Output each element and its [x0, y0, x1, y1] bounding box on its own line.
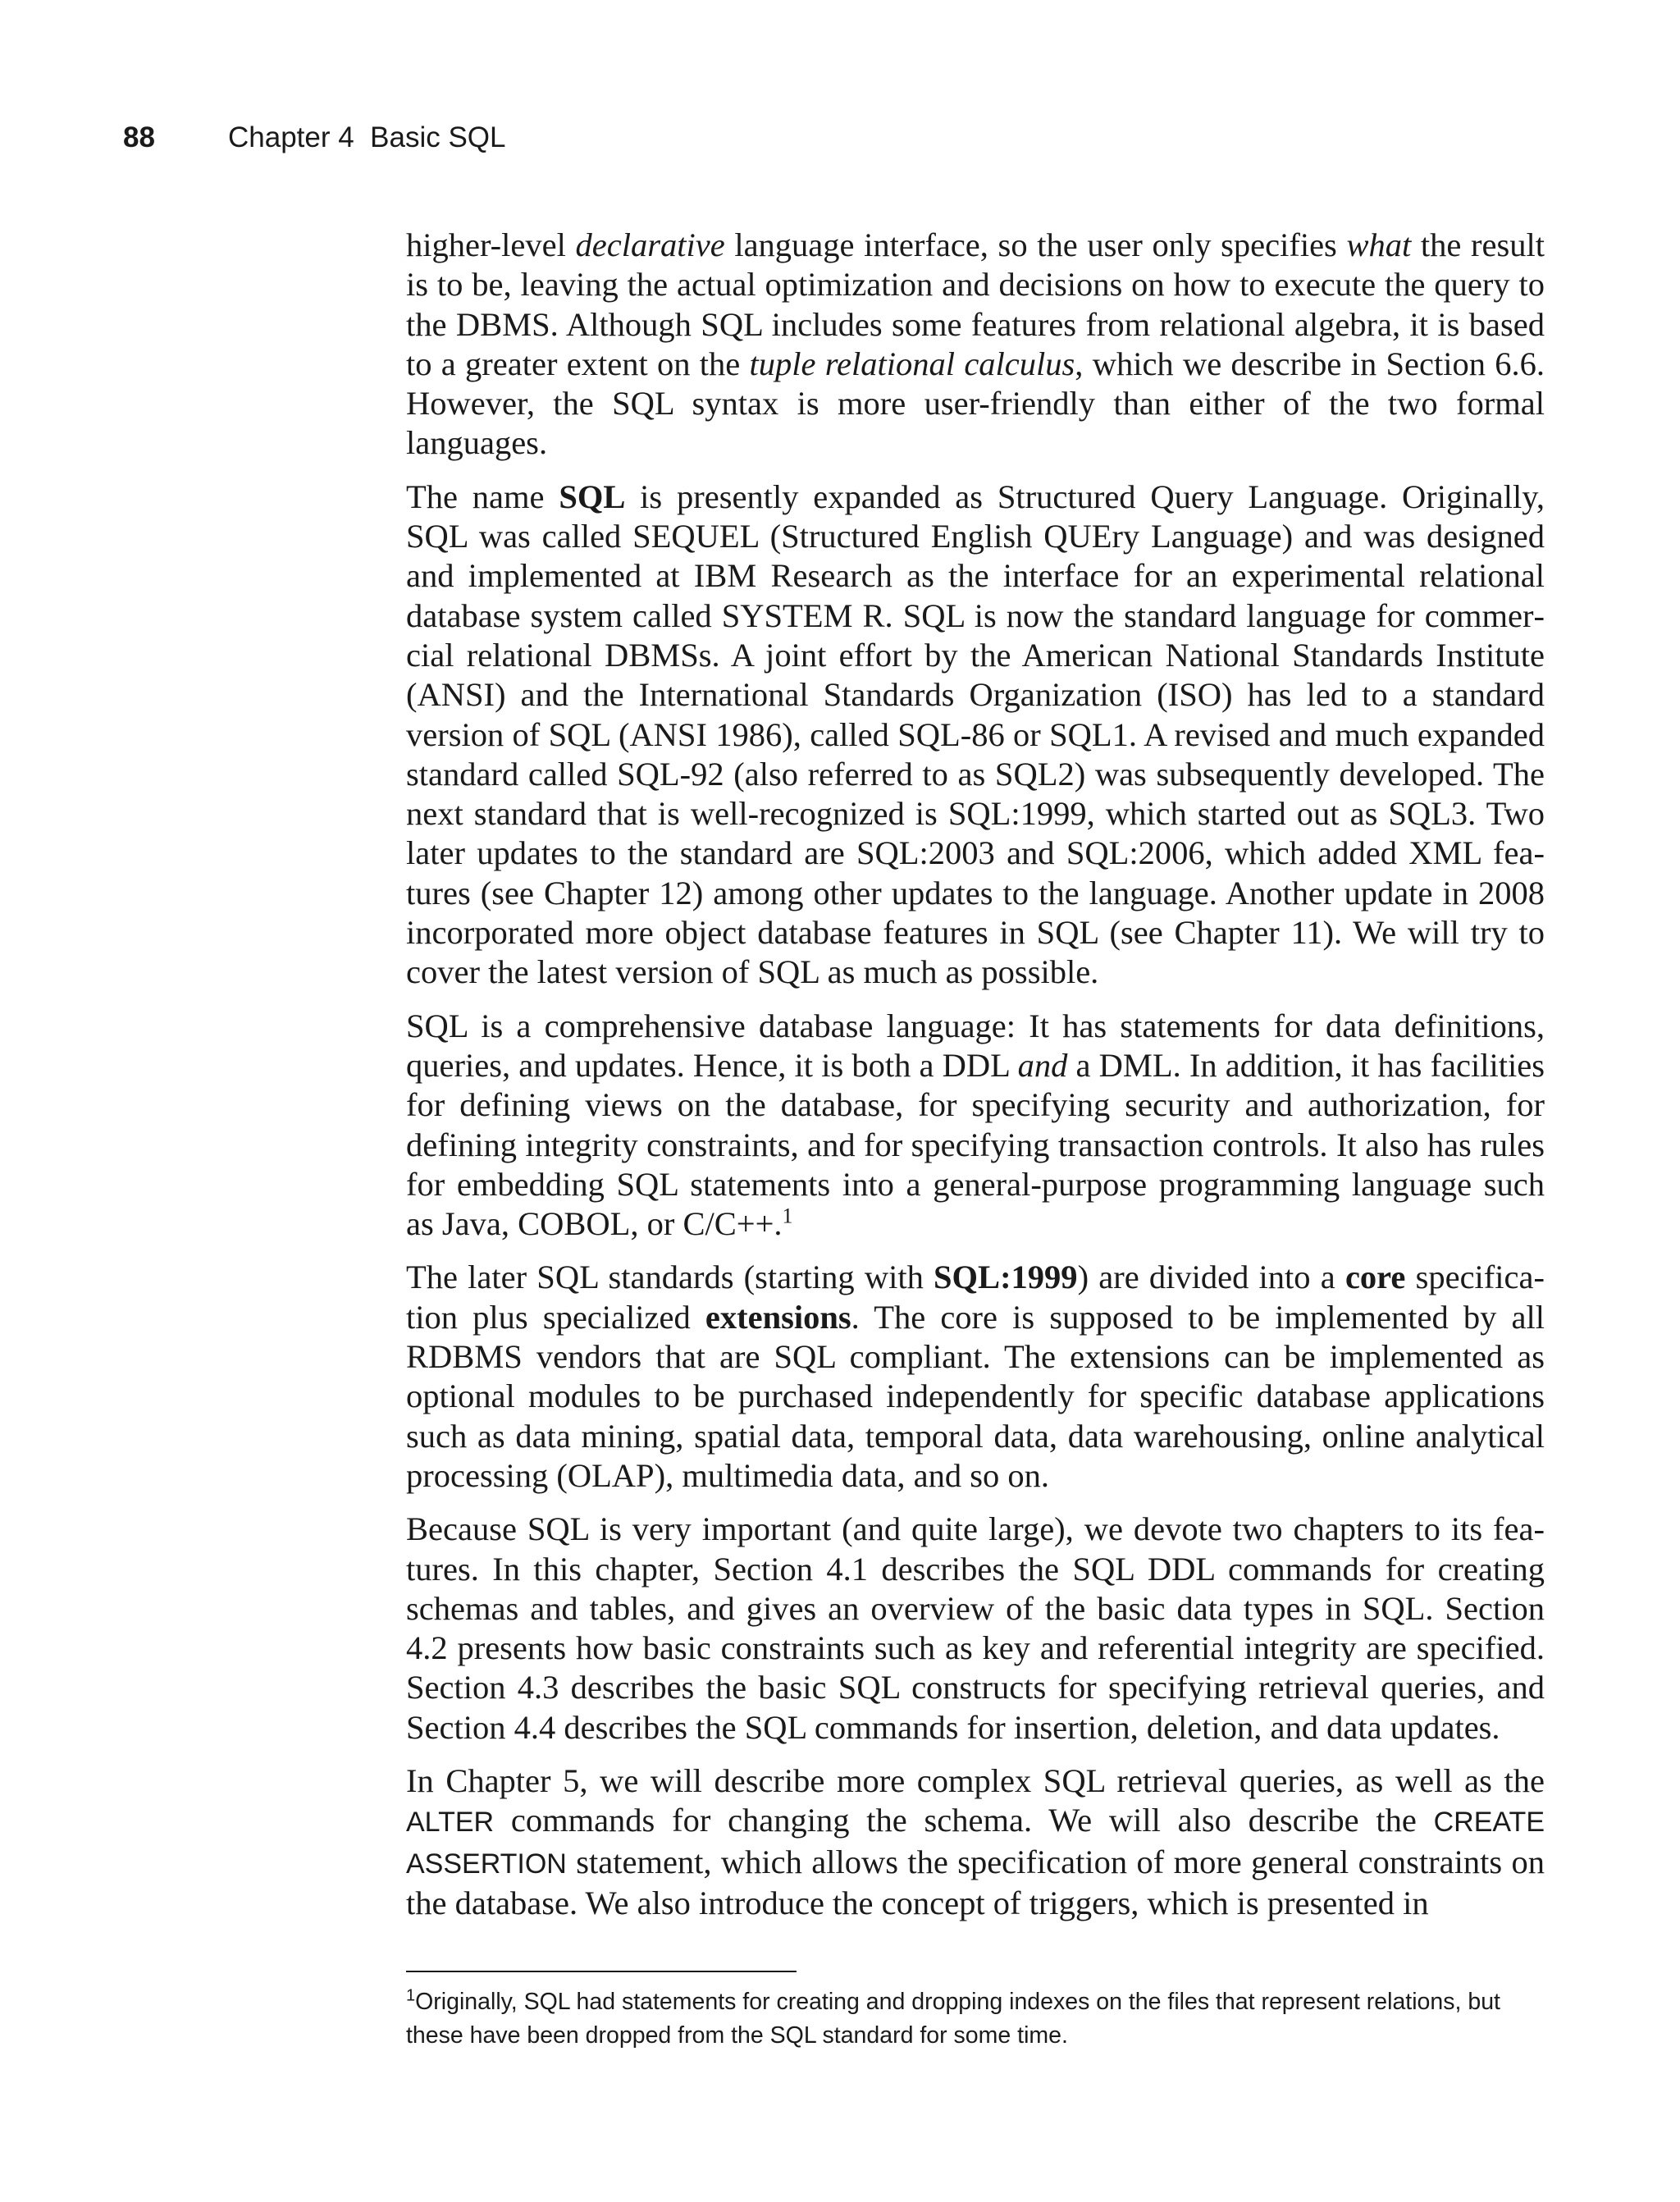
text-run: , which we describe in Section 6.6. However, the SQL syntax is more user-friendly than either of the two formal languages. [406, 345, 1545, 462]
text-run: In Chapter 5, we will describe more complex SQL retrieval queries, as well as the [406, 1761, 1545, 1799]
bold-term: SQL:1999 [934, 1259, 1078, 1296]
body-text [406, 226, 1545, 1923]
text-run: is presently expanded as Structured Query Language. Originally, SQL was called SEQUEL (Structured English QUEry Language) and was designed and implemented at IBM Research as the interface for an experimental relational database system called SYSTEM R. SQL is now the standard language for commercial relational DBMSs. A joint effort by the American National Standards Institute (ANSI) and the International Standards Organization (ISO) has led to a standard version of SQL (ANSI 1986), called SQL-86 or SQL1. A revised and much expanded standard called SQL-92 (also referred to as SQL2) was subsequently developed. The next standard that is well-recognized is SQL:1999, which started out as SQL3. Two later updates to the standard are SQL:2003 and SQL:2006, which added XML features (see Chapter 12) among other updates to the language. Another update in 2008 incorporated more object database features in SQL (see Chapter 11). We will try to cover the latest version of SQL as much as possible. [406, 477, 1545, 991]
text-run: specification plus specialized [406, 1259, 1545, 1336]
chapter-title: Chapter 4 Basic SQL [228, 121, 506, 153]
bold-term: SQL [559, 477, 626, 515]
text-run: statement, which allows the specification of more general constraints on the database. We also introduce the concept of triggers, which is presented in [406, 1843, 1545, 1921]
bold-term: core [1344, 1259, 1406, 1296]
text-run: a DML. In addition, it has facilities for defining views on the database, for specifying security and authorization, for defining integrity constraints, and for specifying transaction controls. It also has rules for embedding SQL statements into a general-purpose programming language such as Java, COBOL, or C/C++. [406, 1046, 1545, 1243]
paragraph [406, 1007, 1545, 1245]
text-run: The later SQL standards (starting with [406, 1259, 934, 1296]
paragraph [406, 477, 1545, 993]
footnote-marker: 1 [406, 1986, 416, 2005]
footnote [406, 1985, 1545, 2053]
paragraph [406, 1510, 1545, 1747]
text-run: The name [406, 477, 559, 515]
text-run: SQL is a comprehensive database language: It has statements for data definitions, queries, and updates. Hence, it is both a DDL [406, 1007, 1545, 1084]
footnote-text: Originally, SQL had statements for creating and dropping indexes on the files that represent relations, but these have been dropped from the SQL standard for some time. [406, 1989, 1500, 2049]
footnote-reference: 1 [782, 1204, 793, 1228]
paragraph [406, 226, 1545, 464]
text-run: higher-level [406, 226, 576, 263]
running-header [123, 115, 506, 161]
page-number: 88 [123, 121, 155, 153]
text-run: commands for changing the schema. We will also describe the [494, 1802, 1434, 1839]
italic-term: declarative [575, 226, 725, 263]
footnote-rule [406, 1971, 797, 1972]
italic-term: tuple relational calculus [749, 345, 1075, 382]
sql-keyword: CREATE ASSERTION [406, 1807, 1545, 1880]
text-run: Because SQL is very important (and quite large), we devote two chapters to its features. In this chapter, Section 4.1 describes the SQL DDL commands for creating schemas and tables, and gives an overview of the basic data types in SQL. Section 4.2 presents how basic constraints such as key and referential integrity are specified. Section 4.3 describes the basic SQL constructs for specifying retrieval queries, and Section 4.4 describes the SQL commands for insertion, deletion, and data updates. [406, 1510, 1545, 1746]
sql-keyword: ALTER [406, 1807, 495, 1839]
text-run: . The core is supposed to be implemented by all RDBMS vendors that are SQL compliant. The extensions can be implemented as optional modules to be purchased independently for specific database applications such as data mining, spatial data, temporal data, data warehousing, online analytical processing (OLAP), multimedia data, and so on. [406, 1298, 1545, 1494]
paragraph [406, 1258, 1545, 1496]
text-run: ) are divided into a [1077, 1259, 1345, 1296]
bold-term: extensions [705, 1298, 851, 1336]
italic-term: what [1346, 226, 1412, 263]
paragraph [406, 1761, 1545, 1923]
text-run: the result is to be, leaving the actual optimization and decisions on how to execute the query to the DBMS. Although SQL includes some features from relational algebra, it is based to a greater extent on the [406, 226, 1545, 382]
text-run: language interface, so the user only specifies [724, 226, 1347, 263]
italic-term: and [1017, 1046, 1068, 1084]
